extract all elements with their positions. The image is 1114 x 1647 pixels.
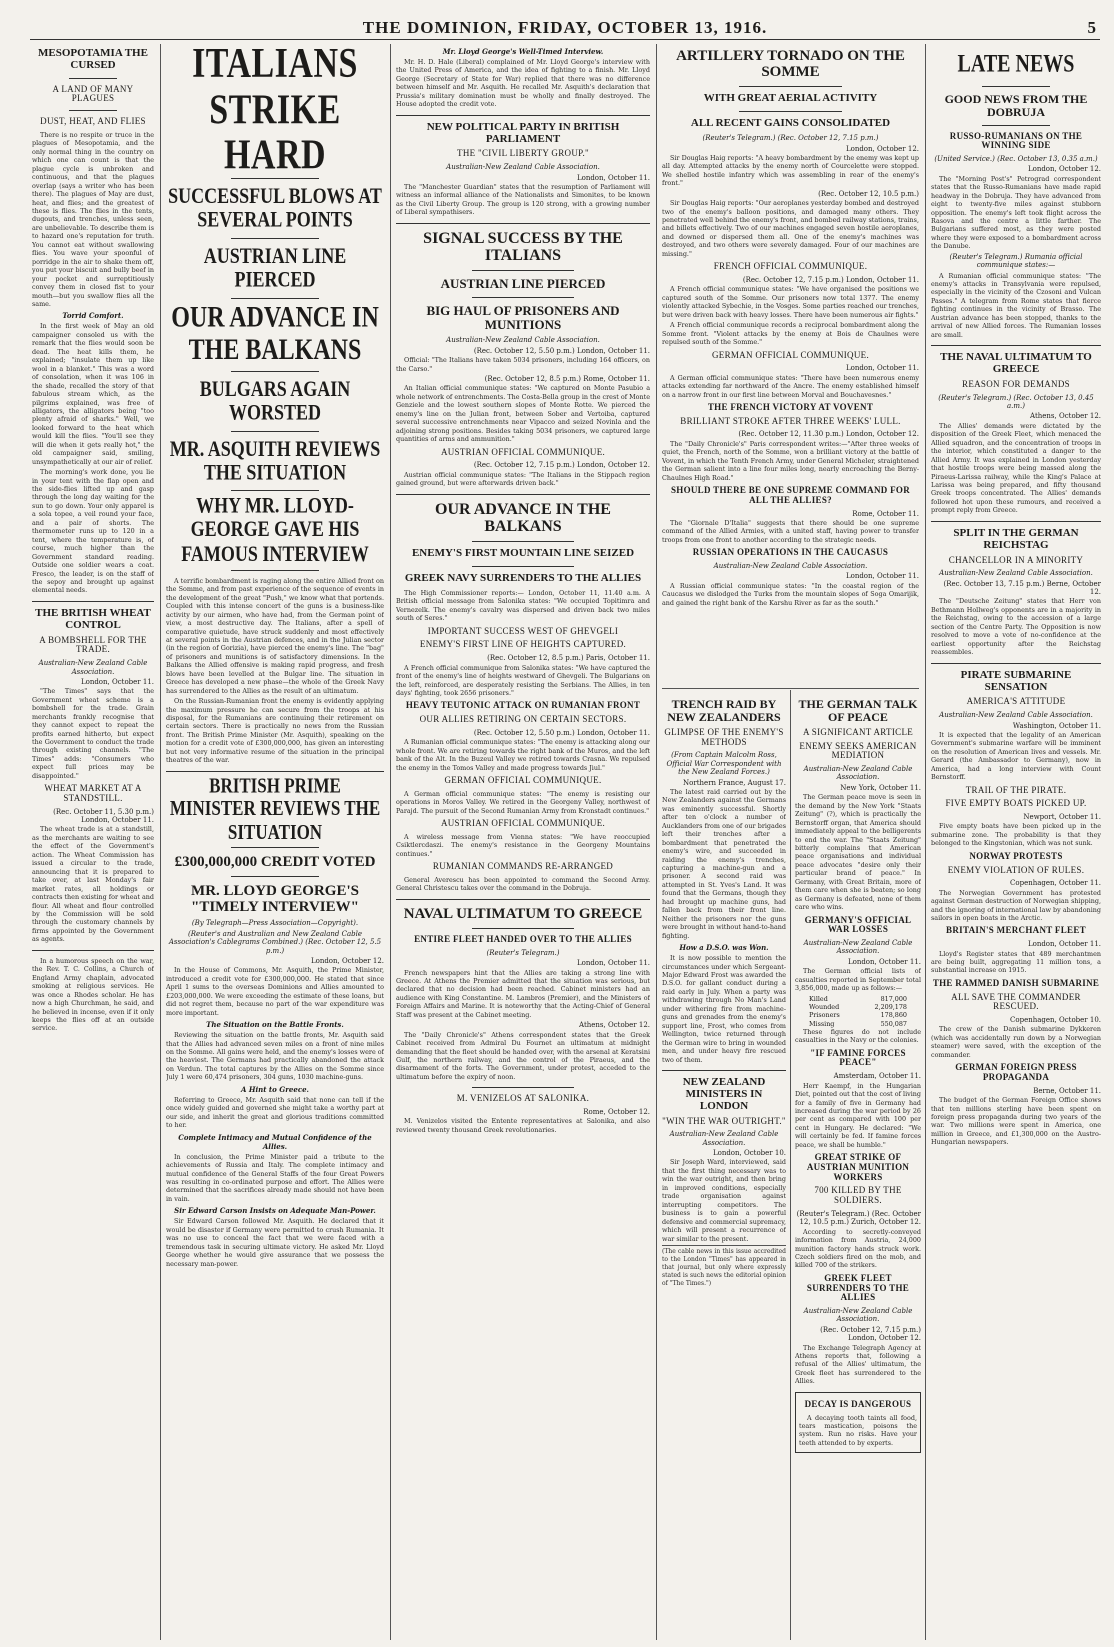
dateline: London, October 12. [1027, 165, 1101, 174]
dateline: (Rec. October 13, 7.15 p.m.) Berne, October 12. [943, 579, 1101, 597]
article-paragraph: In a humorous speech on the war, the Rev. T. C. Collins, a Church of England Army chaplain, advocated smoking at religious services. He was once a Rhodes scholar. He has now a high Churchman, he said, and he believed in incense, even if it only keeps the flies off at an outside service. [32, 956, 154, 1033]
dateline: (Reuter's Telegram.) (Rec. October 12, 10.5 p.m.) Zurich, October 12. [796, 1209, 921, 1227]
article-paragraph: Sir Joseph Ward, interviewed, said that the first thing necessary was to win the war outright, and then bring in improved conditions, especially trade organisation against interrupting competitors. The business is to gain a powerful defensive and commercial supremacy, which will present a recurrence of war similar to the present. [662, 1158, 786, 1243]
article-paragraph: A Rumanian official communique states: "The enemy's attacks in Transylvania were repulsed, especially in the vicinity of the Czosoni and Vulcan Passes." A telegram from Rome states that fierce fighting continues in the vicinity of Brasso. The Austrian advance has been stopped, thanks to the arrival of new Allied forces. The Rumanian losses are small. [931, 271, 1101, 339]
table-row [795, 995, 921, 1003]
headline: ALL RECENT GAINS CONSOLIDATED [690, 117, 891, 130]
subheadline: FIVE EMPTY BOATS PICKED UP. [945, 798, 1087, 809]
subheadline: M. VENIZELOS AT SALONIKA. [456, 1093, 590, 1104]
article-paragraph: In the first week of May an old campaigner consoled us with the remark that the flies would soon be dead. The heat kills them, he explained; "insulate them up like wool in a blanket." This was a word of consolation, when it was 106 in the shade, recalled the story of that fabulous stream which, as the pilgrims explained, was free of alligators, the alligators being "too plenty afraid of sharks." Well, we looked forward to the heat which would kill the flies. "You'll see they will die when it gets really hot," the old campaigner said, smiling, unsympathetically at our air of relief. [32, 322, 154, 466]
subheadline: CHANCELLOR IN A MINORITY [948, 554, 1084, 565]
subheadline: THE FRENCH VICTORY AT VOVENT [707, 402, 874, 413]
byline: Australian-New Zealand Cable Association. [713, 562, 868, 571]
losses-table [795, 995, 921, 1028]
dateline: (Rec. October 12, 5.50 p.m.) London, October 11. [473, 728, 650, 737]
dateline: Newport, October 11. [1023, 813, 1101, 822]
headline-main: ITALIANS STRIKE HARD [192, 44, 358, 180]
section-subhead: A Hint to Greece. [241, 1084, 309, 1094]
section-subhead: Torrid Comfort. [62, 311, 124, 321]
article-paragraph: A French official communique from Salonika states: "We have captured the front of the enemy's line of heights westward of Ghevgeli. The Bulgarians on the left, reinforced, are desperately resisting the Serbians. The Allies, in ten days' fighting, took 2656 prisoners." [396, 663, 650, 697]
subheadline: GERMANY'S OFFICIAL WAR LOSSES [804, 914, 912, 935]
subheadline: 700 KILLED BY THE SOLDIERS. [814, 1185, 902, 1206]
page-number: 5 [1087, 18, 1096, 37]
article-paragraph: The Norwegian Government has protested against German destruction of Norwegian shipping, and the ignoring of international law by abandoning sailors in open boats in the Arctic. [931, 888, 1101, 922]
table-value: 2,209,178 [874, 1002, 907, 1011]
article-paragraph: Sir Douglas Haig reports: "A heavy bombardment by the enemy was kept up all day. Attempted attacks by the enemy north of Courcelette were stopped. We shelled hostile infantry which was assembling in rear of the enemy's front." [662, 153, 919, 188]
column-late-news [931, 44, 1101, 1640]
subheadline: AUSTRIAN OFFICIAL COMMUNIQUE. [440, 818, 606, 829]
headline: WHY MR. LLOYD-GEORGE GAVE HIS FAMOUS INTERVIEW [181, 492, 369, 567]
dateline: London, October 11. [576, 173, 650, 182]
subheadline: A LAND OF MANY PLAGUES [52, 83, 134, 104]
article-paragraph: Sir Douglas Haig reports: "Our aeroplanes yesterday bombed and destroyed two of the enemy's balloon positions, and damaged many others. They penetrated well behind the enemy's front, and bombed railway stations, trains, and billets effectively. Two of our machines engaged seven hostile aeroplanes, and downed or dispersed them all. One of the enemy's machines was destroyed, and two others were severely damaged. Four of our machines are missing." [662, 199, 919, 258]
table-label: Killed [809, 994, 828, 1003]
dateline: London, October 11. [845, 364, 919, 373]
section-rule [662, 688, 919, 689]
article-paragraph: The budget of the German Foreign Office shows that ten millions sterling have been spent on foreign press propaganda during two years of the war. Two millions were spent in America, one million in Greece, and £1,300,000 on the Austro-Hungarian newspapers. [931, 1096, 1101, 1147]
article-paragraph: Mr. H. D. Hale (Liberal) complained of Mr. Lloyd George's interview with the United Press of America, and the idea of fighting to a finish. Mr. Lloyd George (Secretary of State for War) replied that there was no difference between himself and Mr. Asquith. He recalled Mr. Asquith's declaration that Prussia's military domination must be wholly and finally destroyed. The House adopted the credit vote. [396, 58, 650, 109]
byline: (Reuter's Telegram.) (Rec. October 13, 0.45 a.m.) [938, 393, 1094, 411]
article-paragraph: It is expected that the legality of an American Government's submarine warfare will be imminent on the resolution of American lives and vessels. Mr. Gerard (the Ambassador to Germany), now in America, had a long interview with Count Bernstorff. [931, 730, 1101, 782]
article-paragraph: The wheat trade is at a standstill, as the merchants are waiting to see the effect of the Government's action. The Wheat Commission has issued a circular to the trade, announcing that it is prepared to take over, at last Monday's fair market rates, all holdings or contracts then existing for wheat and flour. All wheat and flour controlled by the Commission will be sold through the customary channels by firms appointed by the Government as agents. [32, 825, 154, 944]
byline: Australian-New Zealand Cable Association. [669, 1130, 779, 1147]
article-paragraph: "The Times" says that the Government wheat scheme is a bombshell for the trade. Grain merchants frankly recognise that they cannot expect to repeat the profits earned hitherto, but expect the Government to conduct the trade through existing channels. "The Times" adds: "Consumers who expect full prices may be disappointed." [32, 687, 154, 780]
article-paragraph: The High Commissioner reports:— London, October 11, 11.40 a.m. A British official message from Salonika states: "We occupied Topitimra and Vernezelk. The enemy's cavalry was dispersed and driven back two miles south of Seres." [396, 588, 650, 623]
dateline: (Rec. October 12, 7.15 p.m.) London, October 11. [742, 276, 919, 284]
column-rule [390, 44, 391, 1640]
dateline: (Rec. October 12, 8.5 p.m.) Paris, October 11. [487, 654, 650, 663]
dateline: London, October 10. [712, 1149, 786, 1158]
dateline: New York, October 11. [840, 783, 921, 792]
article-paragraph: A German official communique states: "There have been numerous enemy attacks extending far northward of the Ancre. The enemy established himself on a narrow front in our first line between Morval and Bouchavesnes." [662, 373, 919, 399]
headline: AUSTRIAN LINE PIERCED [440, 276, 606, 292]
dateline: London, October 12. [310, 956, 384, 965]
subheadline: AUSTRIAN OFFICIAL COMMUNIQUE. [440, 446, 606, 457]
article-paragraph: French newspapers hint that the Allies are taking a strong line with Greece. At Athens the Premier admitted that the situation was serious, but declared that no decision had been reached. Cabinet ministers had an audience with King Constantine. M. Lambros (Premier), and the Ministers of Foreign Affairs and Marine. It is noteworthy that the Acting-Chief of General Staff was present at the Cabinet meeting. [396, 968, 650, 1019]
article-paragraph: In the House of Commons, Mr. Asquith, the Prime Minister, introduced a credit vote for £300,000,000. He stated that since April 1 sums to the overseas Dominions and Allies amounted to £203,000,000. We were exceeding the estimate of these loans, but did not regret them, because no part of the war expenditure was more important. [166, 966, 384, 1017]
article-paragraph: The "Deutsche Zeitung" states that Herr von Bethmann Hollweg's opponents are in a majority in the Reichstag, owing to the accession of a large section of the Centre Party. The Opposition is now resolved to move a vote of no-confidence at the earliest opportunity after the Reichstag reassembles. [931, 597, 1101, 657]
subheadline: FRENCH OFFICIAL COMMUNIQUE. [713, 261, 868, 272]
subheadline: ALL SAVE THE COMMANDER RESCUED. [951, 991, 1081, 1012]
advertisement [795, 1392, 921, 1454]
subheadline: OUR ALLIES RETIRING ON CERTAIN SECTORS. [419, 714, 627, 725]
headline: SIGNAL SUCCESS BY THE ITALIANS [423, 229, 623, 265]
dateline: (Rec. October 12, 10.5 p.m.) [818, 189, 919, 198]
article-paragraph: A German official communique states: "The enemy is resisting our operations in Moros Valley. We retired in the Georgeny Valley, northwest of Parajd. The pursuit of the Second Rumanian Army from Kronstadt continues." [396, 789, 650, 815]
subheadline: SHOULD THERE BE ONE SUPREME COMMAND FOR ALL THE ALLIES? [670, 485, 911, 505]
column-rule [160, 44, 161, 1640]
subheadline: ENTIRE FLEET HANDED OVER TO THE ALLIES [414, 934, 632, 945]
byline: Australian-New Zealand Cable Association. [939, 569, 1093, 578]
headline: THE NAVAL ULTIMATUM TO GREECE [940, 351, 1092, 376]
section-subhead: How a D.S.O. was Won. [679, 943, 769, 953]
article-paragraph: Herr Kaempf, in the Hungarian Diet, pointed out that the cost of living for a family of five in Germany had increased during the war period by 26 per cent as compared with 100 per cent in Hungary. He declared: "We will certainly be fed. If famine forces peace, we shall be humble." [795, 1081, 921, 1149]
table-value: 550,087 [880, 1019, 907, 1028]
table-value: 817,000 [880, 994, 907, 1003]
article-paragraph: Five empty boats have been picked up in the submarine zone. The probability is that they belonged to the Kingstonian, which was not sunk. [931, 822, 1101, 848]
article-paragraph: The "Morning Post's" Petrograd correspondent states that the Russo-Rumanians have made rapid headway in the Dobruja. They have advanced from eight to twenty-five miles against stubborn opposition. The enemy's left took flight across the Rasova and the centre a little farther. The Bulgarians suffered most, as they were posted where they were exposed to a bombardment across the Danube. [931, 174, 1101, 251]
byline: Australian-New Zealand Cable Association. [803, 1307, 913, 1324]
headline: THE BRITISH WHEAT CONTROL [35, 606, 151, 631]
article-paragraph: In conclusion, the Prime Minister paid a tribute to the achievements of Russia and Italy. The complete intimacy and mutual confidence of the General Staffs of the four Great Powers was resulting in co-ordinated purpose and effort. The Allies were determined that the sacrifices already made should not have been in vain. [166, 1152, 384, 1203]
table-label: Wounded [809, 1002, 840, 1011]
byline: (From Captain Malcolm Ross, Official War Correspondent with the New Zealand Forces.) [666, 751, 782, 777]
headline: BIG HAUL OF PRISONERS AND MUNITIONS [426, 303, 620, 333]
subheadline: AMERICA'S ATTITUDE [966, 696, 1066, 707]
article-paragraph: Sir Edward Carson followed Mr. Asquith. He declared that it would be disaster if Germany were permitted to crush Rumania. It was no use to conceal the fact that we were faced with a tremendous task in securing ultimate victory. He asked Mr. Lloyd George whether he would give assurance that we possess the necessary man-power. [166, 1217, 384, 1268]
dateline: London, October 11. [845, 572, 919, 581]
article-paragraph: The crew of the Danish submarine Dykkeren (which was accidentally run down by a Norwegian steamer) were saved, with the exception of the commander. [931, 1025, 1101, 1059]
masthead [30, 18, 1100, 40]
dateline: Berne, October 11. [1033, 1086, 1101, 1095]
byline: Australian-New Zealand Cable Association. [803, 765, 913, 782]
subheadline: GERMAN OFFICIAL COMMUNIQUE. [444, 775, 602, 786]
dateline: Athens, October 12. [1030, 412, 1101, 421]
headline: £300,000,000 CREDIT VOTED [174, 853, 376, 870]
headline: MR. LLOYD GEORGE'S "TIMELY INTERVIEW" [191, 883, 359, 916]
article-paragraph: A French official communique records a reciprocal bombardment along the Somme front. "Violent attacks by the enemy at Bois de Chaulnes were repulsed south of the Somme." [662, 321, 919, 347]
article-paragraph: The Exchange Telegraph Agency at Athens reports that, following a refusal of the Allies' ultimatum, the Greek fleet has surrendered to the Allies. [795, 1343, 921, 1386]
article-paragraph: General Averescu has been appointed to command the Second Army. General Christescu takes over the command in the Dobruja. [396, 875, 650, 893]
section-subhead: Complete Intimacy and Mutual Confidence of the Allies. [178, 1132, 372, 1151]
headline: NAVAL ULTIMATUM TO GREECE [403, 905, 643, 922]
headline: SUCCESSFUL BLOWS AT SEVERAL POINTS [168, 183, 382, 233]
subheadline: ENEMY VIOLATION OF RULES. [947, 864, 1085, 875]
headline: AUSTRIAN LINE PIERCED [203, 242, 347, 293]
article-paragraph: A French official communique states: "We have organised the positions we captured south of the Somme. Our prisoners now total 1377. The enemy violently attacked Sybechie, in the Vosges. Some parties reached our trenches, but were driven back with heavy losses. There have been numerous air fights." [662, 285, 919, 319]
table-label: Prisoners [809, 1011, 840, 1020]
article-paragraph: The German peace move is seen in the demand by the New York "Staats Zeitung" (?), which is practically the Bernstorff organ, that America should immediately appeal to the belligerents to end the war. The "Staats Zeitung" bitterly complains that American peace organisations and individual peace advocates "desire only their particular brand of peace." In Germany, with Great Britain, more of them care when she is beaten; so long as Germany is defeated, none of them care who wins. [795, 793, 921, 912]
subheadline: TRAIL OF THE PIRATE. [965, 784, 1067, 795]
subheadline: THE RAMMED DANISH SUBMARINE [932, 977, 1100, 988]
subheadline: A SIGNIFICANT ARTICLE [802, 726, 914, 737]
dateline: (Rec. October 12, 7.15 p.m.) London, October 12. [820, 1325, 921, 1343]
table-row [795, 1003, 921, 1011]
headline: NEW ZEALAND MINISTERS IN LONDON [682, 1075, 766, 1112]
article-paragraph: A terrific bombardment is raging along the entire Allied front on the Somme, and from past experience of the sequence of events in the development of the great "Push," we know what that portends. Coupled with this intense concert of the guns is a business-like activity by our airmen, who have had, from the German point of view, a most destructive day. The Italians, after a spell of comparative quietude, have struck suddenly and most effectively at several points in the Austrian defences, and in the Julian sector (in the region of Gorizia), have pierced the enemy's line. The "bag" of prisoners and munitions is of satisfactory dimensions. In the Balkans the Allied offensive is making rapid progress, and fresh blows have been levelled at the Bulgar line. The situation in Greece has developed a new phase—the whole of the Greek Navy has surrendered to the Allies as the result of an ultimatum. [166, 576, 384, 695]
subheadline: HEAVY TEUTONIC ATTACK ON RUMANIAN FRONT [405, 700, 641, 711]
column-artillery [662, 44, 919, 684]
dateline: Rome, October 12. [583, 1108, 650, 1117]
dateline: Amsterdam, October 11. [833, 1072, 921, 1081]
subheadline: GREEK FLEET SURRENDERS TO THE ALLIES [806, 1272, 910, 1303]
article-paragraph: Reviewing the situation on the battle fronts, Mr. Asquith said that the Allies had advanced seven miles on a front of nine miles on the Somme. All gains were held, and the enemy's losses were of the heaviest. The Germans had practically abandoned the attack on Verdun. The total captures by the Allies on the Somme since July 1 were 60,474 prisoners, 304 guns, 1030 machine-guns. [166, 1031, 384, 1082]
headline: TRENCH RAID BY NEW ZEALANDERS [667, 697, 781, 724]
byline: Australian-New Zealand Cable Association. [446, 336, 600, 345]
column-rule [790, 690, 791, 1640]
column-trench-raid [662, 694, 786, 1640]
dateline: London, October 12. [845, 144, 919, 153]
dateline: Copenhagen, October 11. [1010, 879, 1101, 888]
dateline: Washington, October 11. [1012, 721, 1101, 730]
subheadline: NORWAY PROTESTS [969, 850, 1063, 861]
byline: (Reuter's Telegram.) [486, 948, 560, 957]
column-german-peace [795, 694, 921, 1640]
table-label: Missing [809, 1019, 835, 1028]
article-paragraph: Official: "The Italians have taken 5034 prisoners, including 164 officers, on the Carso." [396, 356, 650, 373]
column-italians [166, 44, 384, 1640]
headline: GOOD NEWS FROM THE DOBRUJA [944, 91, 1088, 119]
dateline: (Rec. October 12, 5.50 p.m.) London, October 11. [473, 346, 650, 355]
subheadline: RUSSIAN OPERATIONS IN THE CAUCASUS [692, 547, 889, 558]
article-paragraph: On the Russian-Rumanian front the enemy is evidently applying the maximum pressure he can secure from the troops at his disposal, for the Rumanians are continuing their retirement on certain sectors. There is practically no news from the Russian front. The British Prime Minister (Mr. Asquith), speaking on the motion for a credit vote of £300,000,000, has given an interesting but not very informative resume of the situation in the principal theatres of the war. [166, 697, 384, 765]
subheadline: DUST, HEAT, AND FLIES [40, 116, 146, 127]
article-paragraph: There is no respite or truce in the plagues of Mesopotamia, and the only normal thing in the country on which one can count is that the plague cycle is unbroken and continuous, and that the plagues overlap (says a writer who has been there). The plagues of May are dust, heat, and flies; and the greatest of these is flies. The flies in the tents, dugouts, and trenches, unless seen, are unbelievable. To describe them is to hazard one's reputation for truth. You cannot eat without swallowing flies. You wave your spoonful of porridge in the air to shake them off, you put your biscuit and bully beef in your pocket and surreptitiously convey them in closed fist to your mouth—but you swallow flies all the same. [32, 130, 154, 308]
column-mesopotamia [32, 44, 154, 1640]
headline: WITH GREAT AERIAL ACTIVITY [703, 92, 878, 105]
article-paragraph: The latest raid carried out by the New Zealanders against the Germans was eminently successful. Shortly after ten o'clock a number of Aucklanders from one of our brigades left their trenches after a bombardment that penetrated the enemy's wire, and succeeded in raiding the enemy's trenches, capturing a machine-gun and a prisoner. A second raid was attempted in St. Yves's Land. It was found that the Germans, though they had brought up machine guns, had fallen back from their front line. Neither the prisoners nor the guns were brought in without hand-to-hand fighting. [662, 787, 786, 940]
subheadline: IMPORTANT SUCCESS WEST OF GHEVGELI [427, 625, 619, 636]
article-paragraph: A Rumanian official communique states: "The enemy is attacking along our whole front. We are retiring towards the right bank of the Muros, and the left bank of the Alt. In the Buzeul Valley we retired towards Crasna. We repulsed the enemy in the Tomos Valley and made progress towards Jiul." [396, 738, 650, 772]
byline: Australian-New Zealand Cable Association. [803, 939, 913, 956]
subheadline: "IF FAMINE FORCES PEACE" [810, 1047, 906, 1068]
byline: Australian-New Zealand Cable Association. [939, 711, 1093, 720]
article-paragraph: These figures do not include casualties in the Navy or the colonies. [795, 1027, 921, 1045]
advertisement-text: A decaying tooth taints all food, tears mastication, poisons the system. Run no risks. Have your teeth attended to by experts. [799, 1413, 917, 1447]
article-paragraph: The "Daily Chronicle's" Athens correspondent states that the Greek Cabinet received from Admiral Du Fournet an ultimatum at midnight demanding that the fleet should be handed over, with the arsenal at Keratsini Gulf, the northern railway, and the control of the Piraeus, and the disarmament of the forts. The Government, under protest, acceded to the ultimatum before the expiry of noon. [396, 1030, 650, 1081]
byline: (United Service.) (Rec. October 13, 0.35 a.m.) [934, 154, 1098, 163]
headline: LATE NEWS [957, 50, 1075, 78]
byline: Australian-New Zealand Cable Association. [446, 163, 600, 172]
dateline: Athens, October 12. [579, 1021, 650, 1030]
byline: (Reuter's Telegram.) (Rec. October 12, 7.15 p.m.) [702, 134, 879, 143]
subheadline: THE "CIVIL LIBERTY GROUP." [457, 148, 589, 159]
subheadline: GLIMPSE OF THE ENEMY'S METHODS [664, 726, 784, 747]
subheadline: RUMANIAN COMMANDS RE-ARRANGED [432, 861, 614, 872]
dateline: London, October 11. [1027, 940, 1101, 949]
dateline: (Rec. October 12, 7.15 p.m.) London, October 12. [473, 461, 650, 470]
article-paragraph: The Allies' demands were dictated by the disposition of the Greek Fleet, which menaced the Allied squadron, and the concentration of troops in the interior, which constituted a danger to the Allied Army. It was explained in London yesterday that hostile troops were being massed along the Piraeus-Larissa railway, while the King's Palace at Larissa was being prepared, and fifty thousand Greek troops concentrated. The Allies' demands followed hot upon these rumours, and received a prompt reply from Greece. [931, 421, 1101, 515]
subheadline: REASON FOR DEMANDS [962, 378, 1070, 389]
article-paragraph: Referring to Greece, Mr. Asquith said that none can tell if the once widely guided and governed she might take a worthy part at our side, and inherit the great and glorious traditions committed to her. [166, 1095, 384, 1130]
article-paragraph: According to secretly-conveyed information from Austria, 24,000 munition factory hands struck work. Czech soldiers fired on the mob, and killed 700 of the strikers. [795, 1227, 921, 1270]
article-paragraph: The "Daily Chronicle's" Paris correspondent writes:—"After three weeks of quiet, the French, north of the Somme, won a brilliant victory at the battle of Vovent, in which the Tenth French Army, under General Micheler, straightened the German salient into a line four miles long, nearly encroaching the Berny-Chaulnes High Road." [662, 439, 919, 482]
subheadline: BRITAIN'S MERCHANT FLEET [946, 925, 1086, 936]
subheadline: GERMAN OFFICIAL COMMUNIQUE. [711, 349, 870, 360]
subheadline: ENEMY'S FIRST LINE OF HEIGHTS CAPTURED. [419, 639, 627, 650]
subheadline: RUSSO-RUMANIANS ON THE WINNING SIDE [949, 130, 1083, 151]
subheadline: GREAT STRIKE OF AUSTRIAN MUNITION WORKERS [806, 1152, 910, 1182]
byline: (By Telegraph—Press Association—Copyright). [191, 919, 359, 928]
byline: (Reuter's Telegram.) Rumania official communique states:— [949, 252, 1083, 270]
article-paragraph: The "Giornale D'Italia" suggests that there should be one supreme command of the Allied Armies, with a united staff, having power to transfer troops from one front to another according to the strategic needs. [662, 518, 919, 544]
advertisement-headline: DECAY IS DANGEROUS [804, 1398, 912, 1409]
table-value: 178,860 [880, 1011, 907, 1020]
dateline: London, October 11. [847, 957, 921, 966]
headline: ARTILLERY TORNADO ON THE SOMME [676, 48, 905, 81]
dateline: (Rec. October 11, 5.30 p.m.) London, October 11. [53, 807, 154, 825]
column-signal-success [396, 44, 650, 1640]
table-row [795, 1020, 921, 1028]
article-paragraph: The "Manchester Guardian" states that the resumption of Parliament will witness an informal alliance of the Nationalists and Simonites, to be known as the Civil Liberty Group. The group is 120 strong, with a growing number of Liberal sympathisers. [396, 182, 650, 217]
subheadline: GERMAN FOREIGN PRESS PROPAGANDA [955, 1062, 1077, 1082]
dateline: London, October 11. [80, 677, 154, 686]
subheadline: "WIN THE WAR OUTRIGHT." [662, 1115, 786, 1126]
article-paragraph: The morning's work done, you lie in your tent with the flap open and the side-flies lifted up and gasp through the long day waiting for the sun to go down. Your only apparel is a sola topee, a veil round your face, and a pair of shorts. The thermometer runs up to 120 in a tent, where the temperature is, of course, much higher than the Government standard reading. Outside one soldier wears a coat. Fresco, the leader, is on the staff of the sepoy and brought up against elemental needs. [32, 468, 154, 595]
headline: GREEK NAVY SURRENDERS TO THE ALLIES [404, 572, 642, 585]
article-paragraph: Austrian official communique states: "The Italians in the Stippach region gained ground, but were afterwards driven back." [396, 470, 650, 488]
column-rule [656, 44, 657, 1640]
article-paragraph: An Italian official communique states: "We captured on Monte Pasubio a whole network of entrenchments. The Costa-Bella group in the crest of Monte Genziele and the lowest southern slopes of Monte Rotte. We pierced the enemy's line on the Julian front, between Sober and Vertoiba, captured several successive entrenchments near Vipacco and seized Novinla and the adjoining strong positions. Besides taking 5034 prisoners, we captured large quantities of arms and ammunition." [396, 384, 650, 444]
subheadline: BRILLIANT STROKE AFTER THREE WEEKS' LULL. [680, 415, 901, 426]
headline: OUR ADVANCE IN THE BALKANS [171, 301, 379, 367]
masthead-title: THE DOMINION, FRIDAY, OCTOBER 13, 1916. [362, 18, 768, 37]
dateline: London, October 11. [576, 959, 650, 968]
dateline: Northern France, August 17. [683, 778, 786, 787]
subheadline: A BOMBSHELL FOR THE TRADE. [39, 634, 147, 655]
article-paragraph: The German official lists of casualties reported in September total 3,856,000, made up as follows:— [795, 967, 921, 993]
headline: PIRATE SUBMARINE SENSATION [960, 668, 1072, 693]
article-paragraph: It is now possible to mention the circumstances under which Sergeant-Major Edward Frost was awarded the D.S.O. for gallant conduct during a raid early in July. When a party was withdrawing through No Man's Land under withering fire from machine-guns and grenades from the enemy's support line, Frost, who comes from Wellington, twice returned through the German wire to bring in wounded men, and under heavy fire rescued two of them. [662, 954, 786, 1064]
section-subhead: Mr. Lloyd George's Well-Timed Interview. [442, 47, 604, 56]
dateline: Rome, October 11. [852, 509, 919, 518]
headline: THE GERMAN TALK OF PEACE [798, 697, 918, 724]
section-subhead: Sir Edward Carson Insists on Adequate Man-Power. [174, 1206, 376, 1216]
subheadline: WHEAT MARKET AT A STANDSTILL. [44, 783, 142, 803]
headline: MESOPOTAMIA THE CURSED [38, 47, 148, 71]
headline: BULGARS AGAIN WORSTED [199, 375, 351, 425]
headline: BRITISH PRIME MINISTER REVIEWS THE SITUATION [169, 773, 381, 844]
dateline: (Rec. October 12, 11.30 p.m.) London, October 12. [738, 430, 919, 439]
dateline: Copenhagen, October 10. [1010, 1016, 1101, 1025]
headline: NEW POLITICAL PARTY IN BRITISH PARLIAMENT [426, 120, 620, 145]
section-subhead: The Situation on the Battle Fronts. [206, 1020, 344, 1030]
headline: SPLIT IN THE GERMAN REICHSTAG [953, 526, 1079, 551]
table-row [795, 1011, 921, 1019]
headline: OUR ADVANCE IN THE BALKANS [435, 500, 611, 535]
article-paragraph: M. Venizelos visited the Entente representatives at Salonika, and also reviewed twenty thousand Greek revolutionaries. [396, 1117, 650, 1134]
article-paragraph: A wireless message from Vienna states: "We have reoccupied Csiktlercdaszi. The enemy's resistance in the Georgeny Mountains continues." [396, 832, 650, 858]
headline: ENEMY'S FIRST MOUNTAIN LINE SEIZED [411, 547, 635, 560]
dateline: (Rec. October 12, 8.5 p.m.) Rome, October 11. [484, 375, 650, 384]
byline: (Reuter's and Australian and New Zealand Cable Association's Cablegrams Combined.) (Rec. October 12, 5.5 p.m.) [168, 929, 382, 955]
column-rule [925, 44, 926, 1640]
article-paragraph: Lloyd's Register states that 489 merchantmen are being built, aggregating 11 million tons, a substantial increase on 1915. [931, 949, 1101, 975]
subheadline: ENEMY SEEKS AMERICAN MEDIATION [799, 740, 917, 761]
editorial-note: (The cable news in this issue accredited to the London "Times" has appeared in that journal, but only where expressly stated is such news the editorial opinion of "The Times.") [662, 1245, 786, 1288]
byline: Australian-New Zealand Cable Association. [38, 659, 148, 676]
article-paragraph: A Russian official communique states: "In the coastal region of the Caucasus we dislodged the Turks from the mountain slopes of Soga Omarijik, and gained the right bank of the Karshu River as far as the south." [662, 581, 919, 607]
headline: MR. ASQUITH REVIEWS THE SITUATION [169, 435, 381, 485]
